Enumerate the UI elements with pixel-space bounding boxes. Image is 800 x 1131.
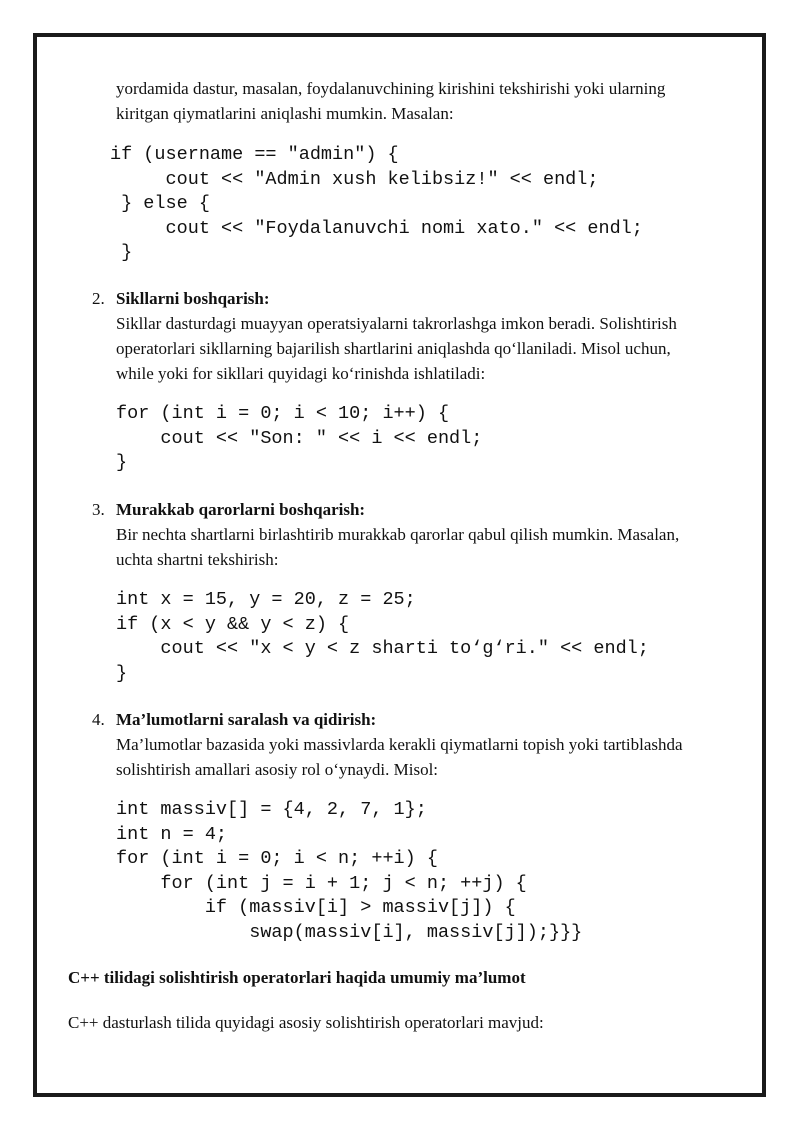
section-2-line-1: Sikllar dasturdagi muayyan operatsiyalarni takrorlashga imkon beradi. Solishtirish bbox=[116, 314, 677, 333]
section-2-code-1: for (int i = 0; i < 10; i++) { bbox=[116, 403, 450, 424]
section-3-title: Murakkab qarorlarni boshqarish: bbox=[116, 500, 366, 519]
section-4-number: 4. bbox=[92, 710, 105, 729]
section-2-code-3: } bbox=[116, 452, 128, 473]
section-2-code-2: cout << "Son: " << i << endl; bbox=[116, 427, 483, 449]
section-4-code-2: int n = 4; bbox=[116, 823, 228, 845]
section-3-line-2: uchta shartni tekshirish: bbox=[116, 550, 279, 569]
section-4-code-1: int massiv[] = {4, 2, 7, 1}; bbox=[116, 799, 427, 820]
section-3-code-2: if (x < y && y < z) { bbox=[116, 613, 350, 635]
section-4-line-2: solishtirish amallari asosiy rol o‘ynaydi. Misol: bbox=[116, 760, 439, 779]
section-2-number: 2. bbox=[92, 289, 105, 308]
intro-line-2: kiritgan qiymatlarini aniqlashi mumkin. Masalan: bbox=[116, 104, 454, 123]
section-2-line-3: while yoki for sikllari quyidagi ko‘rinishda ishlatiladi: bbox=[116, 364, 486, 383]
section-2-title: Sikllarni boshqarish: bbox=[116, 289, 270, 308]
footer-text: C++ dasturlash tilida quyidagi asosiy solishtirish operatorlari mavjud: bbox=[68, 1013, 544, 1032]
section-3-code-3: cout << "x < y < z sharti to‘g‘ri." << endl; bbox=[116, 638, 649, 659]
code1-line-5: } bbox=[110, 242, 133, 263]
code1-line-1: if (username == "admin") { bbox=[110, 144, 399, 165]
code1-line-4: cout << "Foydalanuvchi nomi xato." << endl; bbox=[110, 217, 643, 239]
section-4-code-3: for (int i = 0; i < n; ++i) { bbox=[116, 848, 438, 869]
section-4-code-4: for (int j = i + 1; j < n; ++j) { bbox=[116, 872, 527, 894]
footer-heading: C++ tilidagi solishtirish operatorlari haqida umumiy ma’lumot bbox=[68, 968, 526, 987]
section-4-code-6: swap(massiv[i], massiv[j]);}}} bbox=[116, 921, 583, 943]
intro-line-1: yordamida dastur, masalan, foydalanuvchining kirishini tekshirishi yoki ularning bbox=[116, 79, 666, 98]
section-3-code-1: int x = 15, y = 20, z = 25; bbox=[116, 589, 416, 610]
code1-line-2: cout << "Admin xush kelibsiz!" << endl; bbox=[110, 168, 599, 190]
section-4-title: Ma’lumotlarni saralash va qidirish: bbox=[116, 710, 377, 729]
section-3-number: 3. bbox=[92, 500, 105, 519]
section-3-code-4: } bbox=[116, 662, 128, 684]
section-4-code-5: if (massiv[i] > massiv[j]) { bbox=[116, 897, 516, 918]
section-3-line-1: Bir nechta shartlarni birlashtirib murakkab qarorlar qabul qilish mumkin. Masalan, bbox=[116, 525, 680, 544]
section-2-line-2: operatorlari sikllarning bajarilish shartlarini aniqlashda qo‘llaniladi. Misol uchun, bbox=[116, 339, 671, 358]
section-4-line-1: Ma’lumotlar bazasida yoki massivlarda kerakli qiymatlarni topish yoki tartiblashda bbox=[116, 735, 683, 754]
code1-line-3: } else { bbox=[110, 193, 210, 214]
